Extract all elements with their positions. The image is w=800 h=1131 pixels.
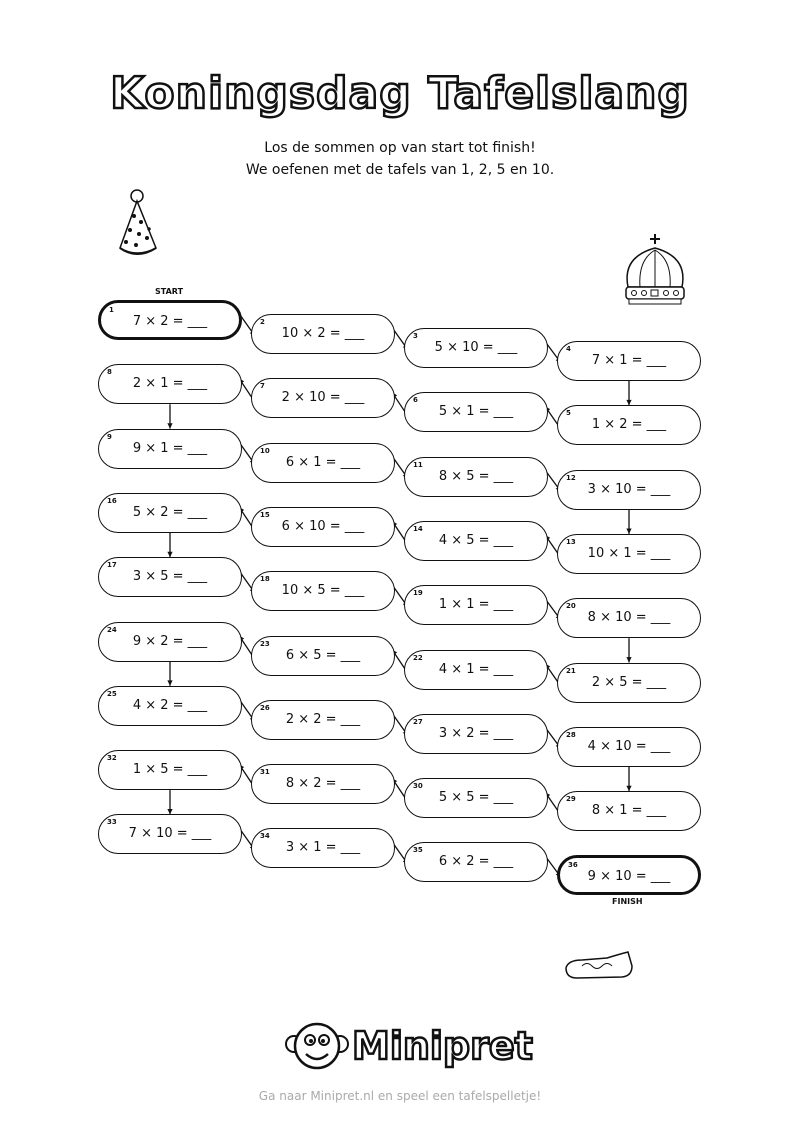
equation: 8 × 5 = ___ [438,468,514,484]
equation: 4 × 10 = ___ [587,738,671,754]
snake-step-13 [557,534,701,574]
snake-step-32 [98,750,242,790]
step-number: 15 [260,510,270,519]
start-label: START [155,287,184,296]
step-number: 4 [566,345,571,353]
step-number: 3 [413,332,418,340]
instruction-line-1: Los de sommen op van start tot finish! [264,140,536,156]
step-number: 13 [566,537,576,546]
step-number: 28 [566,730,576,739]
equation: 8 × 10 = ___ [587,610,671,626]
step-number: 35 [413,846,423,855]
equation: 5 × 2 = ___ [132,504,208,520]
step-number: 9 [107,432,112,441]
equation: 9 × 1 = ___ [132,440,208,456]
equation: 4 × 5 = ___ [438,532,514,548]
snake-step-7 [251,378,395,418]
snake-step-20 [557,598,701,638]
step-number: 2 [260,318,265,326]
equation: 3 × 5 = ___ [132,569,208,585]
snake-step-28 [557,727,701,767]
equation: 6 × 1 = ___ [285,454,361,470]
equation: 4 × 1 = ___ [438,661,514,677]
snake-step-18 [251,571,395,611]
equation: 6 × 10 = ___ [281,518,365,534]
equation: 7 × 1 = ___ [591,353,667,368]
finish-label: FINISH [612,897,643,906]
snake-step-2 [251,314,395,354]
step-number: 20 [566,602,576,611]
snake-step-6 [404,392,548,432]
step-number: 33 [107,818,117,827]
equation: 2 × 10 = ___ [281,390,365,406]
step-number: 30 [413,782,423,791]
snake-step-19 [404,585,548,625]
snake-step-15 [251,507,395,547]
equation: 2 × 1 = ___ [132,376,208,392]
arrow-head [167,680,172,685]
snake-step-8 [98,364,242,404]
snake-step-31 [251,764,395,804]
snake-step-9 [98,429,242,469]
snake-step-29 [557,791,701,831]
snake-step-11 [404,457,548,497]
snake-step-12 [557,470,701,510]
step-number: 1 [109,306,114,314]
equation: 6 × 5 = ___ [285,647,361,663]
equation: 5 × 5 = ___ [438,790,514,806]
equation: 6 × 2 = ___ [438,854,514,870]
step-number: 10 [260,446,270,455]
step-number: 32 [107,754,117,763]
equation: 8 × 2 = ___ [285,776,361,792]
equation: 8 × 1 = ___ [591,803,667,819]
equation: 5 × 1 = ___ [438,404,514,420]
step-number: 26 [260,703,270,712]
step-number: 24 [107,625,117,634]
equation: 3 × 1 = ___ [285,840,361,856]
step-number: 31 [260,768,270,777]
wooden-shoe-icon [562,948,637,983]
snake-step-4 [557,341,701,381]
equation: 10 × 1 = ___ [587,545,671,561]
equation: 1 × 5 = ___ [132,762,208,778]
snake-step-30 [404,778,548,818]
equation: 7 × 10 = ___ [128,826,212,842]
snake-step-26 [251,700,395,740]
step-number: 25 [107,689,117,698]
equation: 10 × 5 = ___ [281,583,365,599]
snake-step-17 [98,557,242,597]
equation: 2 × 2 = ___ [285,711,361,727]
equation: 9 × 10 = ___ [587,869,671,885]
step-number: 21 [566,666,576,675]
page-title: Koningsdag Tafelslang [110,68,690,119]
snake-step-24 [98,622,242,662]
step-number: 12 [566,473,576,482]
step-number: 6 [413,396,418,405]
snake-step-35 [404,842,548,882]
snake-step-10 [251,443,395,483]
snake-step-16 [98,493,242,533]
arrow-head [167,423,172,428]
step-number: 8 [107,368,112,377]
snake-step-23 [251,636,395,676]
snake-step-27 [404,714,548,754]
snake-step-25 [98,686,242,726]
equation: 5 × 10 = ___ [434,340,518,355]
snake-step-21 [557,663,701,703]
step-number: 29 [566,795,576,804]
step-number: 11 [413,460,423,469]
snake-step-5 [557,405,701,445]
instruction-line-2: We oefenen met de tafels van 1, 2, 5 en 10. [245,162,555,178]
snake-step-3 [404,328,548,368]
arrow-head [626,657,631,662]
step-number: 23 [260,639,270,648]
step-number: 36 [568,861,578,870]
equation: 1 × 1 = ___ [438,597,514,613]
step-number: 22 [413,653,423,662]
equation: 3 × 2 = ___ [438,725,514,741]
equation: 9 × 2 = ___ [132,633,208,649]
snake-step-34 [251,828,395,868]
equation: 2 × 5 = ___ [591,674,667,690]
snake-step-1 [98,300,242,340]
footer-text: Ga naar Minipret.nl en speel een tafelspelletje! [258,1089,542,1103]
step-number: 27 [413,717,423,726]
equation: 7 × 2 = ___ [132,314,208,329]
snake-step-33 [98,814,242,854]
minipret-logo: Minipret [352,1024,533,1068]
step-number: 34 [260,832,270,841]
step-number: 18 [260,575,270,584]
step-number: 16 [107,496,117,505]
equation: 1 × 2 = ___ [591,417,667,433]
snake-step-22 [404,650,548,690]
equation: 3 × 10 = ___ [587,481,671,497]
step-number: 19 [413,589,423,598]
snake-step-36 [557,855,701,895]
step-number: 14 [413,524,423,533]
monkey-logo-icon [284,1020,350,1072]
step-number: 17 [107,561,117,570]
snake-step-14 [404,521,548,561]
step-number: 5 [566,409,571,418]
equation: 4 × 2 = ___ [132,697,208,713]
step-number: 7 [260,382,265,391]
equation: 10 × 2 = ___ [281,326,365,341]
